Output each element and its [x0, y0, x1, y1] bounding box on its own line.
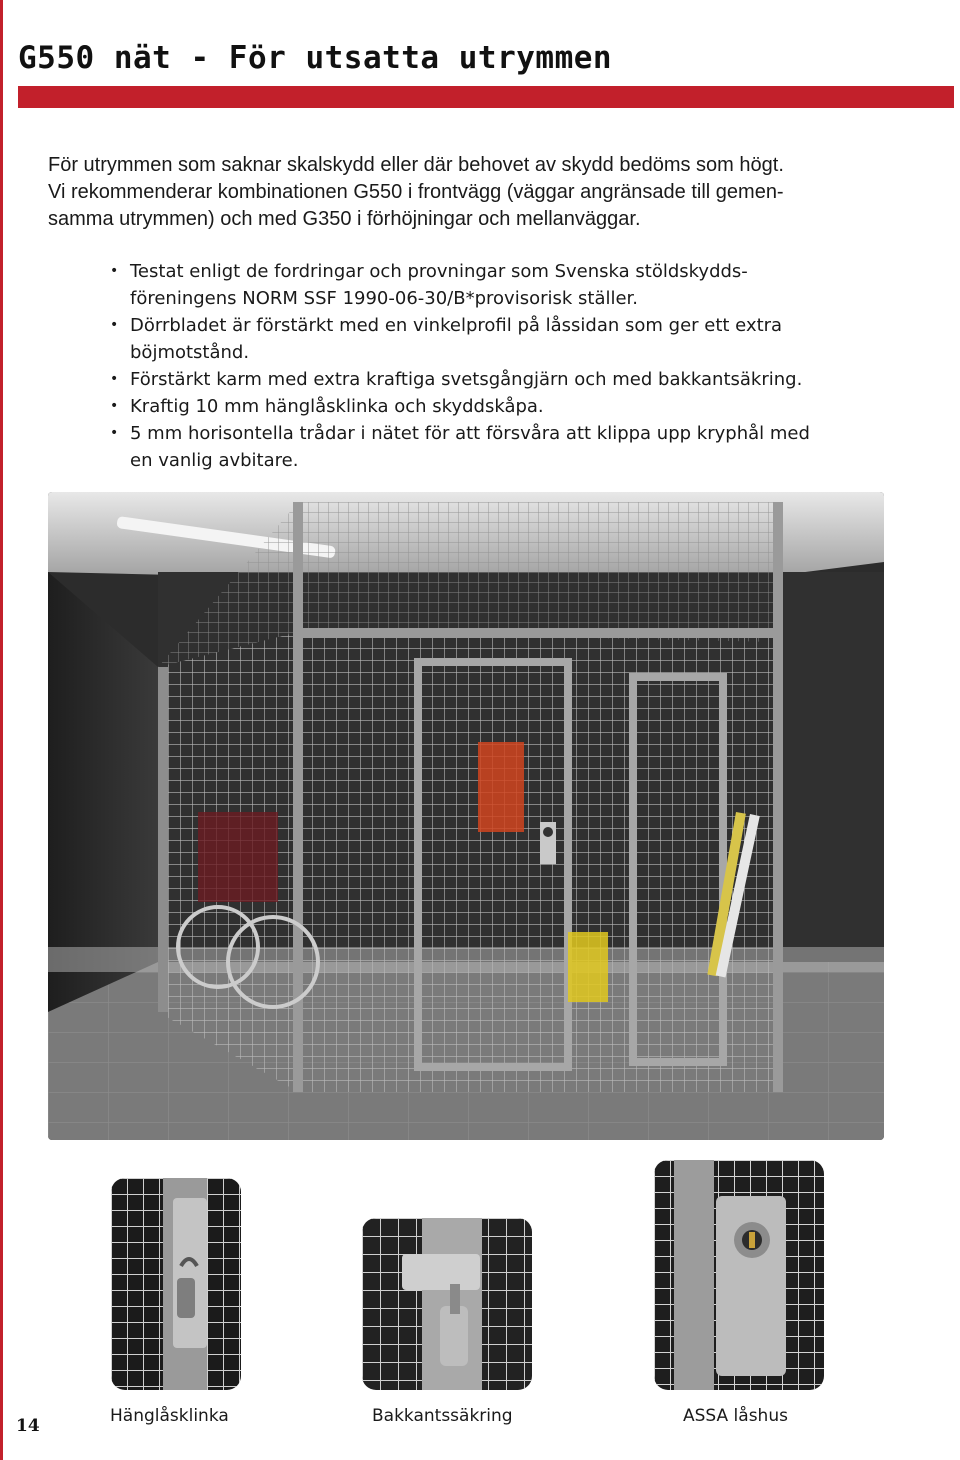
bullet-icon: •: [110, 371, 119, 387]
caption-rear-edge-lock: Bakkantssäkring: [372, 1406, 513, 1426]
padlock-hasp-photo: [111, 1178, 241, 1390]
feature-item: • Kraftig 10 mm hänglåsklinka och skyddskåpa.: [108, 393, 938, 420]
feature-list: [108, 258, 938, 474]
caption-padlock-hasp: Hänglåsklinka: [110, 1406, 229, 1426]
assa-lock-housing-photo: [654, 1160, 824, 1390]
intro-line: För utrymmen som saknar skalskydd eller där behovet av skydd bedöms som högt.: [48, 154, 784, 176]
bullet-icon: •: [110, 263, 119, 279]
feature-item: • 5 mm horisontella trådar i nätet för att försvåra att klippa upp kryphål med en vanlig avbitare.: [108, 420, 938, 474]
title-underline-bar: [18, 86, 954, 108]
caption-assa-lock-housing: ASSA låshus: [683, 1406, 788, 1426]
intro-paragraph: [48, 152, 928, 233]
page-number: 14: [16, 1416, 40, 1436]
intro-line: Vi rekommenderar kombinationen G550 i frontvägg (väggar angränsade till gemen-: [48, 181, 784, 203]
feature-item: • Testat enligt de fordringar och provningar som Svenska stöldskydds- föreningens NORM SSF 1990-06-30/B*provisorisk ställer.: [108, 258, 938, 312]
feature-item: • Förstärkt karm med extra kraftiga svetsgångjärn och med bakkantsäkring.: [108, 366, 938, 393]
left-margin-rule: [0, 0, 3, 1460]
storage-cage-photo: [48, 492, 884, 1140]
intro-line: samma utrymmen) och med G350 i förhöjningar och mellanväggar.: [48, 208, 641, 230]
rear-edge-lock-photo: [362, 1218, 532, 1390]
bullet-icon: •: [110, 425, 119, 441]
page-title: G550 nät - För utsatta utrymmen: [18, 40, 613, 76]
feature-item: • Dörrbladet är förstärkt med en vinkelprofil på låssidan som ger ett extra böjmotstånd.: [108, 312, 938, 366]
bullet-icon: •: [110, 317, 119, 333]
bullet-icon: •: [110, 398, 119, 414]
